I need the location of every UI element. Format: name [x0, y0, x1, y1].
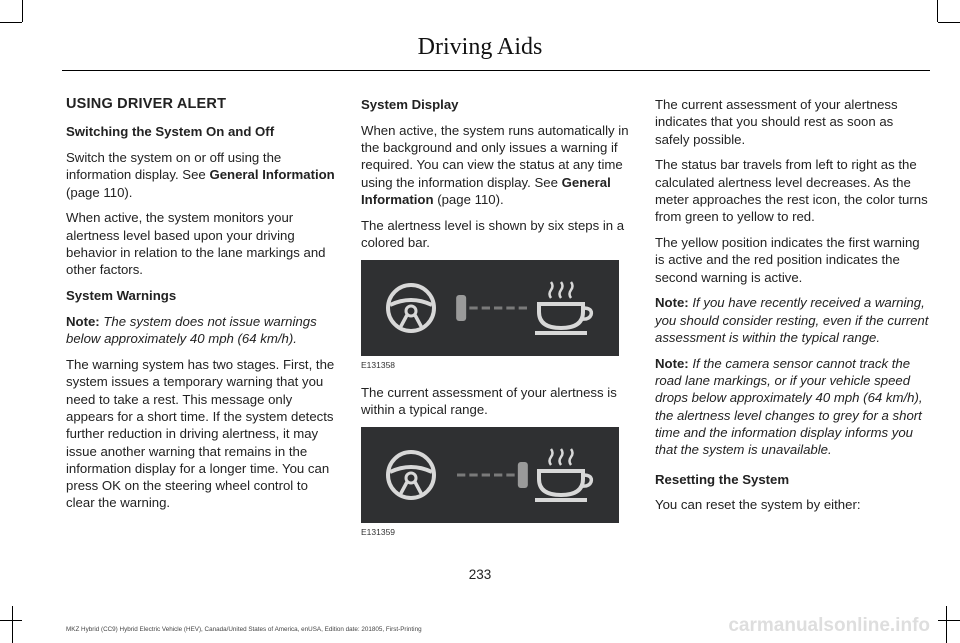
- note: [66, 313, 338, 348]
- steering-wheel-icon: [388, 285, 434, 331]
- paragraph: The yellow position indicates the first warning is active and the red position indicates the second warning is active.: [655, 235, 920, 285]
- watermark: carmanualsonline.info: [728, 615, 930, 636]
- note: [655, 294, 930, 346]
- text: (page 110).: [66, 184, 133, 200]
- alertness-figure-1: [361, 260, 619, 356]
- figure-code: E131359: [361, 526, 396, 537]
- crop-mark: [938, 22, 960, 23]
- crop-mark: [937, 0, 938, 22]
- general-information-link[interactable]: General Information: [361, 174, 611, 207]
- alertness-step: [482, 473, 490, 476]
- note-text: If the camera sensor cannot track the road lane markings, or if your vehicle speed drops below approximately 40 mph (64 km/h), the alertness level changes to grey for a short time and the information display informs you that the system is unavailable.: [655, 355, 923, 458]
- crop-mark: [12, 606, 13, 643]
- alertness-step: [482, 306, 490, 309]
- coffee-cup-icon: [535, 449, 591, 500]
- paragraph: [361, 122, 633, 208]
- figure-code: E131358: [361, 359, 396, 370]
- page-number: 233: [468, 567, 492, 582]
- alertness-step: [519, 306, 527, 309]
- general-information-link[interactable]: General Information: [209, 167, 335, 183]
- section-heading: USING DRIVER ALERT: [66, 96, 227, 112]
- page-header-title: Driving Aids: [417, 34, 543, 60]
- paragraph: The current assessment of your alertness is within a typical range.: [361, 384, 617, 418]
- footer-edition-info: MKZ Hybrid (CC9) Hybrid Electric Vehicle (HEV), Canada/United States of America, enUSA, Edition date: 201805, First-Printing: [66, 626, 422, 633]
- header-rule: [62, 70, 930, 71]
- note: [655, 355, 930, 459]
- note-label: Note:: [655, 355, 689, 371]
- text: When active, the system runs automatically in the background and only issues a warning if required. You can view the status at any time using the information display. See: [361, 122, 629, 190]
- alertness-step: [494, 306, 502, 309]
- subheading-reset: Resetting the System: [655, 471, 790, 487]
- alertness-step: [469, 306, 477, 309]
- crop-mark: [22, 0, 23, 22]
- alertness-step: [494, 473, 502, 476]
- subheading-display: System Display: [361, 97, 459, 112]
- alertness-step: [506, 306, 514, 309]
- note-label: Note:: [66, 313, 100, 329]
- alertness-figure-2: [361, 427, 619, 523]
- paragraph: You can reset the system by either:: [655, 497, 861, 513]
- crop-mark: [0, 22, 22, 23]
- paragraph: The warning system has two stages. First, the system issues a temporary warning that you need to take a rest. This message only appears for a short time. If the system detects further reduction in driving alertness, it may issue another warning that remains in the information display for a longer time. You can press OK on the steering wheel control to clear the warning.: [66, 357, 335, 511]
- alertness-step: [469, 473, 477, 476]
- steering-wheel-icon: [388, 452, 434, 498]
- text: Switch the system on or off using the information display. See: [66, 150, 282, 183]
- alertness-step: [506, 473, 514, 476]
- paragraph: When active, the system monitors your alertness level based upon your driving behavior in relation to the lane markings and other factors.: [66, 210, 326, 278]
- paragraph: [66, 149, 338, 201]
- note-text: If you have recently received a warning, you should consider resting, even if the current assessment is within the typical range.: [655, 295, 929, 346]
- column-1: [66, 96, 338, 520]
- paragraph: The current assessment of your alertness indicates that you should rest as soon as safely possible.: [655, 97, 898, 147]
- crop-mark: [0, 620, 22, 621]
- note-text: The system does not issue warnings below approximately 40 mph (64 km/h).: [66, 313, 317, 347]
- crop-mark: [938, 620, 960, 621]
- paragraph: The alertness level is shown by six steps in a colored bar.: [361, 217, 625, 251]
- alertness-step-active: [518, 462, 528, 488]
- subheading-on-off: Switching the System On and Off: [66, 124, 275, 140]
- subheading-warnings: System Warnings: [66, 288, 177, 304]
- coffee-cup-icon: [535, 282, 591, 333]
- alertness-bar-graphic: [361, 427, 619, 523]
- alertness-bar-steps: [457, 462, 528, 488]
- crop-mark: [946, 606, 947, 643]
- note-label: Note:: [655, 295, 689, 311]
- column-3: [655, 96, 930, 522]
- paragraph: The status bar travels from left to right as the calculated alertness level decreases. As the meter approaches the rest icon, the color turns from green to yellow to red.: [655, 157, 928, 225]
- column-2: [361, 96, 633, 551]
- text: (page 110).: [433, 191, 504, 207]
- alertness-step: [457, 473, 465, 476]
- alertness-bar-steps: [456, 295, 527, 321]
- alertness-bar-graphic: [361, 260, 619, 356]
- alertness-step-active: [456, 295, 466, 321]
